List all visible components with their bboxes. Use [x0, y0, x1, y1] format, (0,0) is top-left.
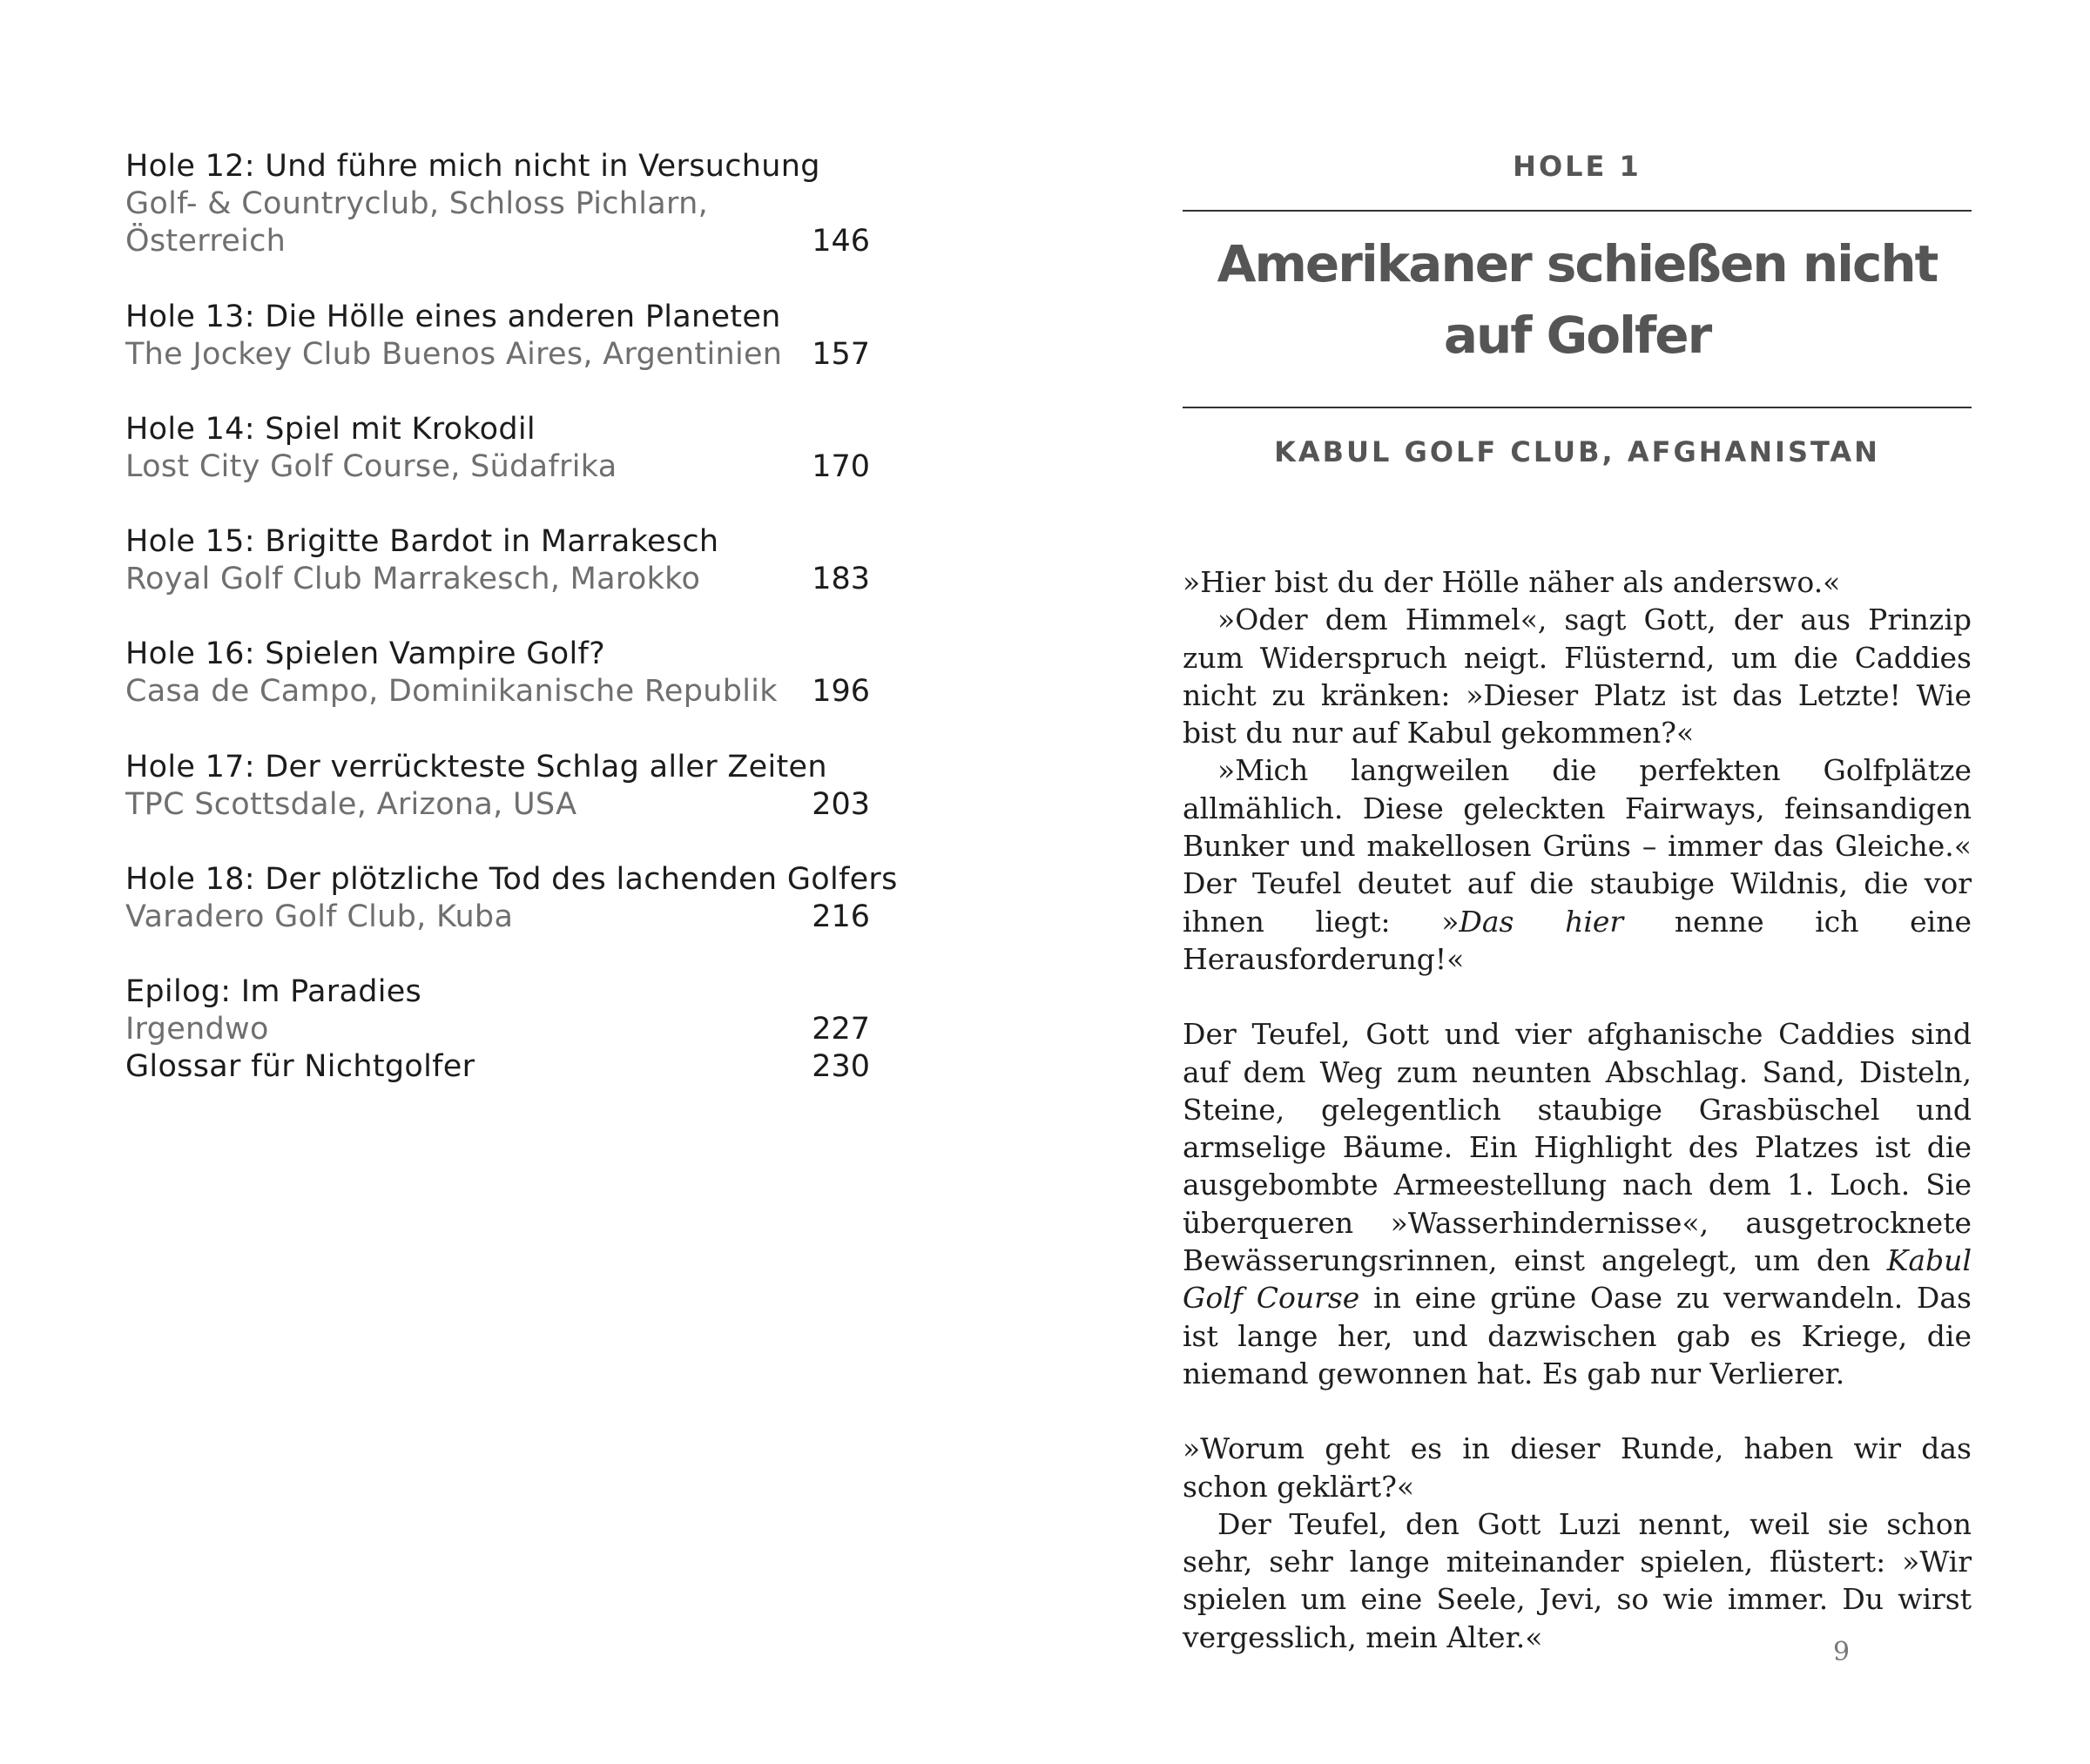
- paragraph: [1183, 751, 1972, 978]
- emphasis-text: Das hier: [1459, 904, 1624, 939]
- toc-entry-subtitle: Varadero Golf Club, Kuba: [125, 899, 514, 934]
- toc-entry-page: 157: [812, 337, 870, 372]
- toc-entry-subtitle: Casa de Campo, Dominikanische Republik: [125, 674, 778, 709]
- paragraph: »Oder dem Himmel«, sagt Gott, der aus Prinzip zum Widerspruch neigt. Flüsternd, um die Caddies nicht zu kränken: »Dieser Platz ist das Letzte! Wie bist du nur auf Kabul gekommen?«: [1183, 603, 1972, 751]
- toc-entry-page: 203: [812, 787, 870, 822]
- toc-entry-title: Hole 17: Der verrückteste Schlag aller Zeiten: [125, 750, 827, 784]
- toc-entry: [125, 861, 898, 936]
- toc-entry-title: Hole 12: Und führe mich nicht in Versuchung: [125, 149, 820, 184]
- paragraph: »Worum geht es in dieser Runde, haben wir das schon geklärt?«: [1183, 1431, 1972, 1504]
- bottom-rule: [1183, 407, 1972, 408]
- toc-entry-title: Hole 13: Die Hölle eines anderen Planeten: [125, 300, 781, 334]
- toc-entry-title: Glossar für Nichtgolfer: [125, 1049, 475, 1084]
- toc-entry-page: 230: [812, 1049, 870, 1084]
- toc-entry-subtitle: TPC Scottsdale, Arizona, USA: [125, 787, 577, 822]
- toc-entry: [125, 299, 870, 374]
- toc-entry-page: 196: [812, 674, 870, 709]
- toc-entry: [125, 636, 870, 710]
- chapter-label: HOLE 1: [1513, 150, 1642, 183]
- toc-entry-page: 170: [812, 449, 870, 484]
- toc-entry-subtitle: The Jockey Club Buenos Aires, Argentinien: [125, 337, 783, 372]
- toc-entry-title: Epilog: Im Paradies: [125, 974, 422, 1009]
- toc-entry-title: Hole 16: Spielen Vampire Golf?: [125, 636, 605, 671]
- right-page: [1045, 0, 2090, 1764]
- chapter-title: Amerikaner schießen nicht auf Golfer: [1217, 234, 1938, 365]
- toc-entry-title: Hole 18: Der plötzliche Tod des lachenden Golfers: [125, 862, 898, 897]
- toc-entry-subtitle: Royal Golf Club Marrakesch, Marokko: [125, 562, 701, 596]
- toc-entry-subtitle: Golf- & Countryclub, Schloss Pichlarn, Österreich: [125, 186, 709, 259]
- paragraph: Der Teufel, den Gott Luzi nennt, weil sie schon sehr, sehr lange miteinander spielen, flüstert: »Wir spielen um eine Seele, Jevi, so wie immer. Du wirst vergesslich, mein Alter.«: [1183, 1506, 1972, 1654]
- toc-entry-page: 227: [812, 1012, 870, 1047]
- paragraph-text: Der Teufel, Gott und vier afghanische Caddies sind auf dem Weg zum neunten Abschlag. Sand, Disteln, Steine, gelegentlich staubige Grasbüschel und armselige Bäume. Ein Highlight des Platzes ist die ausgebombte Armeestellung nach dem 1. Loch. Sie überqueren »Wasserhindernisse«, ausgetrocknete Bewässerungsrinnen, einst angelegt, um den: [1183, 1017, 1972, 1278]
- top-rule: [1183, 210, 1972, 212]
- paragraph-text: »Mich langweilen die perfekten Golfplätze allmählich. Diese geleckten Fairways, feinsandigen Bunker und makellosen Grüns – immer das Gleiche.« Der Teufel deutet auf die staubige Wildnis, die vor ihnen liegt: »: [1183, 753, 1972, 939]
- toc-entry: [125, 148, 870, 260]
- toc-entry-subtitle: Irgendwo: [125, 1012, 269, 1047]
- toc-entry-subtitle: Lost City Golf Course, Südafrika: [125, 449, 617, 484]
- paragraph: [1183, 1015, 1972, 1392]
- toc-entry: [125, 1048, 870, 1086]
- toc-entry: [125, 749, 870, 824]
- toc-entry-title: Hole 15: Brigitte Bardot in Marrakesch: [125, 524, 719, 559]
- toc-entry: [125, 411, 870, 486]
- toc-entry-page: 216: [812, 899, 870, 934]
- toc-entry: [125, 973, 870, 1048]
- paragraph-text: in eine grüne Oase zu verwandeln. Das ist lange her, und dazwischen gab es Kriege, die niemand gewonnen hat. Es gab nur Verlierer.: [1183, 1281, 1972, 1390]
- emphasis-text: Kabul Golf Course: [1183, 1243, 1972, 1316]
- toc-entry-page: 183: [812, 562, 870, 596]
- toc-entry-page: 146: [812, 224, 870, 259]
- toc-entry-title: Hole 14: Spiel mit Krokodil: [125, 412, 536, 447]
- page-number: 9: [1833, 1637, 1851, 1667]
- toc-entry: [125, 523, 870, 598]
- chapter-body: [1183, 563, 1972, 1656]
- paragraph-text: nenne ich eine Herausforderung!«: [1183, 904, 1972, 976]
- paragraph: »Hier bist du der Hölle näher als anderswo.«: [1183, 565, 1841, 599]
- chapter-location: KABUL GOLF CLUB, AFGHANISTAN: [1274, 435, 1880, 468]
